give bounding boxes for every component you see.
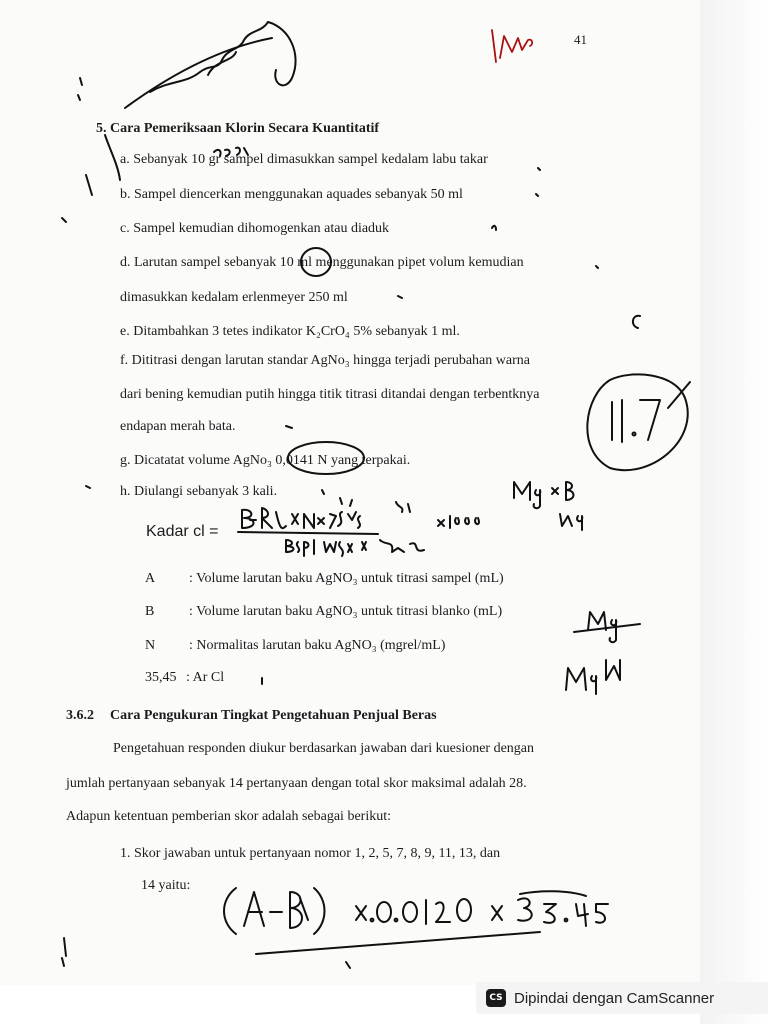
section-5-title: 5. Cara Pemeriksaan Klorin Secara Kuantitatif xyxy=(96,121,380,136)
camscanner-logo: CS xyxy=(486,989,506,1007)
legend-symbol: N xyxy=(145,638,156,653)
step-g: g. Dicatatat volume AgNo₃ 0,0141 N yang terpakai. xyxy=(120,453,411,468)
camscanner-watermark xyxy=(476,982,768,1014)
paragraph-line: Adapun ketentuan pemberian skor adalah sebagai berikut: xyxy=(66,809,391,824)
section-362-number: 3.6.2 xyxy=(66,708,94,723)
step-d-line1: d. Larutan sampel sebanyak 10 ml menggunakan pipet volum kemudian xyxy=(120,255,524,270)
list-item-1-line2: 14 yaitu: xyxy=(141,878,191,893)
legend-description: : Normalitas larutan baku AgNO₃ (mgrel/mL) xyxy=(189,638,446,653)
step-e: e. Ditambahkan 3 tetes indikator K₂CrO₄ 5% sebanyak 1 ml. xyxy=(120,324,460,339)
step-c: c. Sampel kemudian dihomogenkan atau diaduk xyxy=(120,221,390,236)
step-a: a. Sebanyak 10 gr sampel dimasukkan sampel kedalam labu takar xyxy=(120,152,488,167)
formula-label: Kadar cl = xyxy=(146,523,219,540)
legend-description: : Ar Cl xyxy=(186,670,225,685)
step-f-line1: f. Dititrasi dengan larutan standar AgNo₃ hingga terjadi perubahan warna xyxy=(120,353,530,368)
step-b: b. Sampel diencerkan menggunakan aquades sebanyak 50 ml xyxy=(120,187,463,202)
legend-description: : Volume larutan baku AgNO₃ untuk titrasi sampel (mL) xyxy=(189,571,504,586)
step-h: h. Diulangi sebanyak 3 kali. xyxy=(120,484,278,499)
legend-symbol: B xyxy=(145,604,155,619)
section-362-heading: Cara Pengukuran Tingkat Pengetahuan Penjual Beras xyxy=(110,708,437,723)
camscanner-text: Dipindai dengan CamScanner xyxy=(514,989,715,1007)
list-item-1-line1: 1. Skor jawaban untuk pertanyaan nomor 1, 2, 5, 7, 8, 9, 11, 13, dan xyxy=(120,846,501,861)
legend-symbol: A xyxy=(145,571,156,586)
paragraph-line: Pengetahuan responden diukur berdasarkan jawaban dari kuesioner dengan xyxy=(113,741,535,756)
legend-symbol: 35,45 xyxy=(145,670,177,685)
page-number: 41 xyxy=(574,32,587,47)
paragraph-line: jumlah pertanyaan sebanyak 14 pertanyaan dengan total skor maksimal adalah 28. xyxy=(66,776,527,791)
step-f-line2: dari bening kemudian putih hingga titik titrasi ditandai dengan terbentknya xyxy=(120,387,540,402)
legend-description: : Volume larutan baku AgNO₃ untuk titrasi blanko (mL) xyxy=(189,604,503,619)
step-d-line2: dimasukkan kedalam erlenmeyer 250 ml xyxy=(120,290,348,305)
step-f-line3: endapan merah bata. xyxy=(120,419,236,434)
